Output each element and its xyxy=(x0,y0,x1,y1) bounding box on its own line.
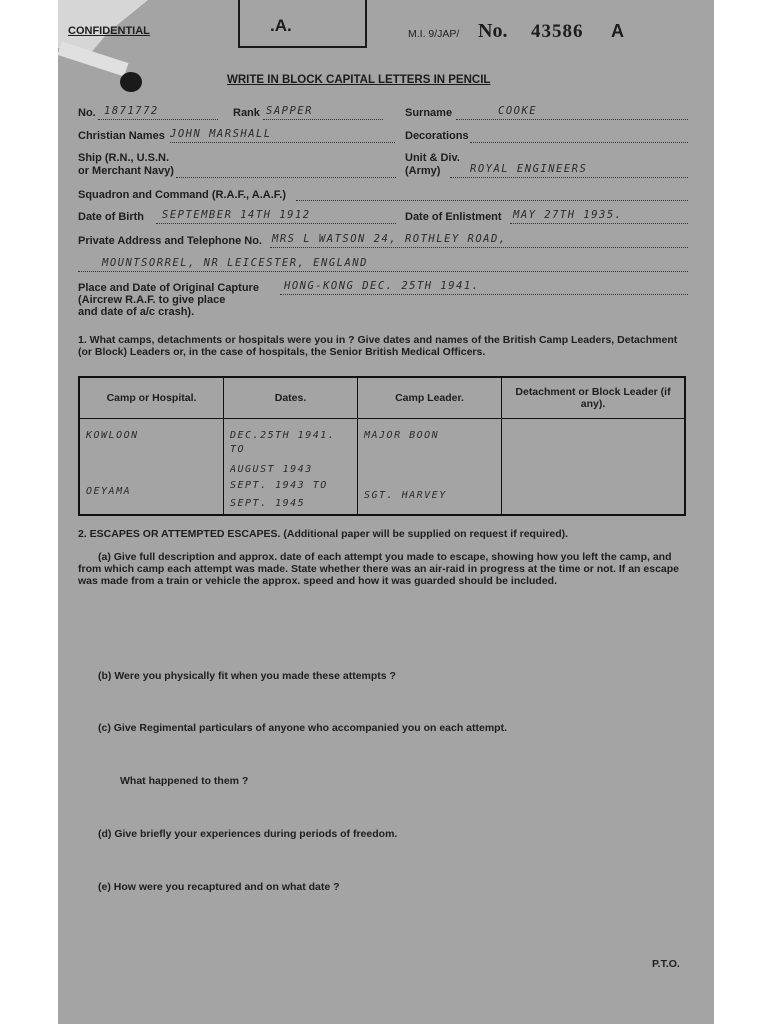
address-label: Private Address and Telephone No. xyxy=(78,235,262,247)
camps-header-leader: Camp Leader. xyxy=(358,377,502,419)
form-sheet xyxy=(58,0,714,1024)
capture-label-line1: Place and Date of Original Capture xyxy=(78,282,259,294)
question-2b: (b) Were you physically fit when you made these attempts ? xyxy=(98,670,396,682)
address-value-line1: MRS L WATSON 24, ROTHLEY ROAD, xyxy=(272,233,507,245)
question-2d: (d) Give briefly your experiences during periods of freedom. xyxy=(98,828,398,840)
squadron-label: Squadron and Command (R.A.F., A.A.F.) xyxy=(78,189,286,201)
camp-dates-from: DEC.25TH 1941. TO xyxy=(230,430,336,455)
capture-value: HONG-KONG DEC. 25TH 1941. xyxy=(284,280,480,292)
ship-label-line2: or Merchant Navy) xyxy=(78,165,174,177)
christian-names-value: JOHN MARSHALL xyxy=(170,128,272,140)
instruction-heading: WRITE IN BLOCK CAPITAL LETTERS IN PENCIL xyxy=(227,74,491,86)
surname-label: Surname xyxy=(405,107,453,119)
camp-dates-from: SEPT. 1943 TO xyxy=(230,480,328,491)
capture-label-line2: (Aircrew R.A.F. to give place xyxy=(78,294,226,306)
camps-header-detachment: Detachment or Block Leader (if any). xyxy=(502,377,686,419)
rank-value: SAPPER xyxy=(266,105,313,117)
stamp-box xyxy=(238,0,367,48)
camp-name: KOWLOON xyxy=(86,430,139,441)
form-suffix: A xyxy=(611,21,624,41)
no-value: 1871772 xyxy=(104,105,159,117)
ship-label-line1: Ship (R.N., U.S.N. xyxy=(78,152,170,164)
unit-value: ROYAL ENGINEERS xyxy=(470,163,588,175)
camp-dates-to: AUGUST 1943 xyxy=(230,464,313,475)
camp-leader: MAJOR BOON xyxy=(364,430,440,441)
number-symbol: No. xyxy=(478,20,508,42)
confidential-label: CONFIDENTIAL xyxy=(68,25,150,37)
enlistment-value: MAY 27TH 1935. xyxy=(513,209,623,221)
camp-dates-to: SEPT. 1945 xyxy=(230,498,306,509)
capture-label-line3: and date of a/c crash). xyxy=(78,306,195,318)
form-number: 43586 xyxy=(531,21,584,42)
enlistment-label: Date of Enlistment xyxy=(405,211,502,223)
table-row xyxy=(79,419,685,478)
reference-prefix: M.I. 9/JAP/ xyxy=(408,28,460,40)
dob-value: SEPTEMBER 14TH 1912 xyxy=(162,209,311,221)
punch-hole xyxy=(120,72,142,92)
christian-names-label: Christian Names xyxy=(78,130,165,142)
section-2-title: 2. ESCAPES OR ATTEMPTED ESCAPES. (Additional paper will be supplied on request if required). xyxy=(78,528,569,540)
unit-label-line1: Unit & Div. xyxy=(405,152,460,164)
question-2a: (a) Give full description and approx. date of each attempt you made to escape, showing how you left the camp, and from which camp each attempt was made. State whether there was an air-raid in progress at the time or not. If an escape was made from a train or vehicle the approx. speed and how it was guarded should be included. xyxy=(78,551,680,587)
unit-label-line2: (Army) xyxy=(405,165,441,177)
pto-label: P.T.O. xyxy=(652,958,680,970)
camps-table xyxy=(78,376,686,516)
dob-label: Date of Birth xyxy=(78,211,144,223)
camp-name: OEYAMA xyxy=(86,486,132,497)
decorations-label: Decorations xyxy=(405,130,469,142)
question-1: 1. What camps, detachments or hospitals were you in ? Give dates and names of the British Camp Leaders, Detachment (or Block) Leaders or, in the case of hospitals, the Senior British Medical Officers. xyxy=(78,334,678,358)
camp-leader: SGT. HARVEY xyxy=(364,490,447,501)
question-2c-followup: What happened to them ? xyxy=(120,775,249,787)
question-2c: (c) Give Regimental particulars of anyone who accompanied you on each attempt. xyxy=(98,722,508,734)
address-value-line2: MOUNTSORREL, NR LEICESTER, ENGLAND xyxy=(102,257,368,269)
stamp-letter: .A. xyxy=(270,16,292,35)
rank-label: Rank xyxy=(233,107,260,119)
camps-header-dates: Dates. xyxy=(224,377,358,419)
surname-value: COOKE xyxy=(498,105,538,117)
camps-header-camp: Camp or Hospital. xyxy=(79,377,224,419)
table-row xyxy=(79,477,685,515)
no-label: No. xyxy=(78,107,96,119)
question-2e: (e) How were you recaptured and on what date ? xyxy=(98,881,340,893)
